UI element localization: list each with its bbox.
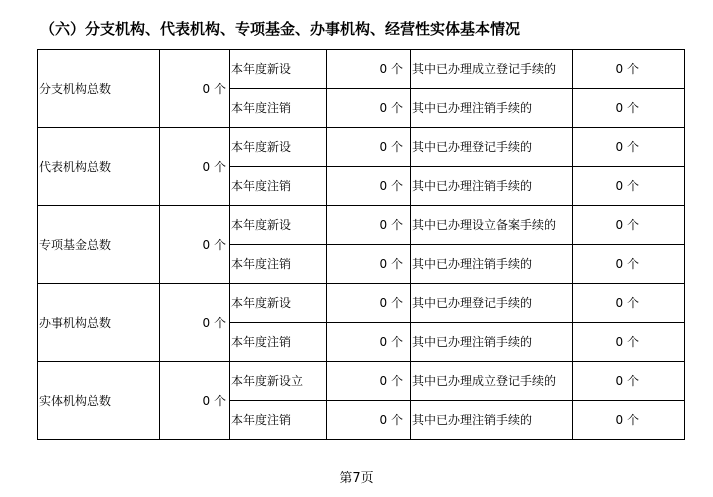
sub-label: 其中已办理注销手续的 — [411, 401, 573, 440]
table-row — [38, 128, 685, 167]
item-label: 本年度注销 — [230, 323, 327, 362]
category-label: 分支机构总数 — [38, 50, 160, 128]
sub-label: 其中已办理注销手续的 — [411, 245, 573, 284]
item-label: 本年度注销 — [230, 245, 327, 284]
category-label: 办事机构总数 — [38, 284, 160, 362]
category-label: 实体机构总数 — [38, 362, 160, 440]
item-count: 0 个 — [327, 323, 411, 362]
sub-label: 其中已办理注销手续的 — [411, 323, 573, 362]
item-count: 0 个 — [327, 245, 411, 284]
item-label: 本年度新设 — [230, 128, 327, 167]
sub-count: 0 个 — [573, 206, 685, 245]
sub-count: 0 个 — [573, 167, 685, 206]
sub-count: 0 个 — [573, 245, 685, 284]
sub-count: 0 个 — [573, 323, 685, 362]
item-count: 0 个 — [327, 50, 411, 89]
category-total: 0 个 — [160, 50, 230, 128]
table-row — [38, 50, 685, 89]
item-label: 本年度新设 — [230, 206, 327, 245]
sub-label: 其中已办理设立备案手续的 — [411, 206, 573, 245]
item-count: 0 个 — [327, 206, 411, 245]
category-total: 0 个 — [160, 128, 230, 206]
category-total: 0 个 — [160, 362, 230, 440]
table-row — [38, 284, 685, 323]
sub-count: 0 个 — [573, 284, 685, 323]
item-count: 0 个 — [327, 362, 411, 401]
item-label: 本年度注销 — [230, 401, 327, 440]
table-row — [38, 206, 685, 245]
sub-label: 其中已办理注销手续的 — [411, 89, 573, 128]
item-label: 本年度新设立 — [230, 362, 327, 401]
item-label: 本年度新设 — [230, 284, 327, 323]
sub-label: 其中已办理注销手续的 — [411, 167, 573, 206]
item-count: 0 个 — [327, 167, 411, 206]
sub-count: 0 个 — [573, 401, 685, 440]
section-title: （六）分支机构、代表机构、专项基金、办事机构、经营性实体基本情况 — [40, 20, 521, 38]
institutions-table — [37, 49, 685, 440]
category-total: 0 个 — [160, 284, 230, 362]
item-label: 本年度注销 — [230, 167, 327, 206]
sub-count: 0 个 — [573, 50, 685, 89]
sub-count: 0 个 — [573, 89, 685, 128]
item-count: 0 个 — [327, 128, 411, 167]
item-count: 0 个 — [327, 89, 411, 128]
sub-label: 其中已办理成立登记手续的 — [411, 50, 573, 89]
sub-label: 其中已办理登记手续的 — [411, 128, 573, 167]
sub-count: 0 个 — [573, 362, 685, 401]
sub-label: 其中已办理成立登记手续的 — [411, 362, 573, 401]
table-row — [38, 362, 685, 401]
item-label: 本年度注销 — [230, 89, 327, 128]
item-count: 0 个 — [327, 284, 411, 323]
category-total: 0 个 — [160, 206, 230, 284]
page-number: 第7页 — [339, 471, 374, 486]
item-label: 本年度新设 — [230, 50, 327, 89]
sub-label: 其中已办理登记手续的 — [411, 284, 573, 323]
item-count: 0 个 — [327, 401, 411, 440]
category-label: 专项基金总数 — [38, 206, 160, 284]
sub-count: 0 个 — [573, 128, 685, 167]
category-label: 代表机构总数 — [38, 128, 160, 206]
